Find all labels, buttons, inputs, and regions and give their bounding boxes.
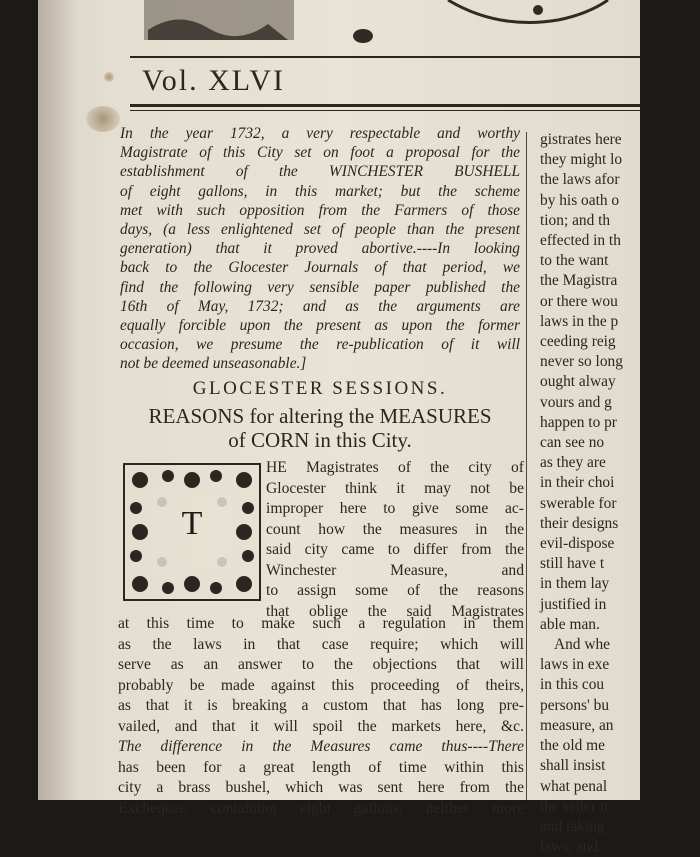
right-column-line: they might lo [540, 151, 623, 169]
right-column-line: to the want [540, 252, 609, 270]
article-line: city a brass bushel, which was sent here from the [118, 779, 524, 796]
note-line: not be deemed unseasonable.] [120, 355, 307, 373]
note-line: of eight gallons, in this market; but the scheme [120, 182, 520, 200]
right-column-line: what penal [540, 777, 608, 795]
note-line: establishment of the WINCHESTER BUSHELL [120, 163, 520, 181]
subheading-line-1: REASONS for altering the MEASURES [148, 404, 492, 428]
right-column-line: or there wou [540, 292, 618, 310]
article-subheading [120, 404, 520, 452]
article-line: serve as an answer to the objections that will [118, 656, 524, 673]
right-column-line: in this cou [540, 676, 605, 694]
article-heading: GLOCESTER SESSIONS. [192, 378, 448, 399]
masthead-engraving [138, 0, 628, 56]
note-line: back to the Glocester Journals of that period, we [120, 259, 520, 277]
note-line: equally forcible upon the present as upon the former [120, 317, 520, 335]
article-line: vailed, and that it will spoil the markets here, &c. [118, 717, 524, 735]
article-paragraph-wrapped [266, 458, 524, 622]
subheading-line-2: of CORN in this City. [228, 428, 412, 452]
right-column-line: justified in [540, 595, 607, 613]
page-edge-shadow [38, 0, 78, 800]
right-column-text [540, 130, 700, 857]
note-line: Magistrate of this City set on foot a proposal for the [120, 144, 520, 162]
article-line: Glocester think it may not be [266, 479, 524, 497]
right-column-line: the laws afor [540, 171, 620, 189]
right-column-line: never so long [540, 353, 623, 371]
right-column-line: able man. [540, 615, 600, 633]
right-column-line: measure, an [540, 716, 614, 734]
article-line: Winchester Measure, and [266, 561, 524, 579]
right-column-line: as they are [540, 454, 606, 472]
article-line: to assign some of the reasons [266, 582, 524, 599]
right-column-line: the seller n [540, 797, 608, 815]
note-line: generation) that it proved abortive.----In looking [120, 240, 520, 258]
volume-label: Vol. XLVI [142, 64, 286, 97]
article-line: count how the measures in the [266, 520, 524, 538]
right-column-line: can see no [540, 434, 605, 452]
right-column-line: by his oath o [540, 191, 620, 209]
right-column-line: effected in th [540, 232, 621, 250]
newspaper-page [38, 0, 640, 856]
note-line: 16th of May, 1732; and as the arguments are [120, 297, 520, 315]
ink-stain [86, 106, 120, 132]
right-column-line: the Magistra [540, 272, 618, 290]
right-column-line: happen to pr [540, 413, 617, 431]
right-column-line: vours and g [540, 393, 612, 411]
right-column-line: ought alway [540, 373, 616, 391]
note-line: occasion, we presume the re-publication of it will [120, 336, 520, 354]
article-line: improper here to give some ac- [266, 500, 524, 517]
article-line: that oblige the said Magistrates [266, 602, 524, 620]
masthead-rule [130, 56, 640, 58]
right-column-line: And whe [554, 636, 610, 654]
right-column-line: in them lay [540, 575, 610, 593]
article-line: has been for a great length of time within this [118, 758, 524, 776]
right-column-line: laws in the p [540, 312, 619, 330]
right-column-line: swerable for [540, 494, 617, 512]
article-line: Exchequer, containing eight gallons, neither more [118, 799, 524, 817]
right-column-line: tion; and th [540, 211, 611, 229]
right-column-line: gistrates here [540, 131, 622, 148]
note-line: In the year 1732, a very respectable and worthy [120, 125, 520, 142]
note-line: find the following very sensible paper published the [120, 278, 520, 296]
note-line: days, (a less enlightened set of people than the present [120, 221, 520, 239]
right-column-line: still have t [540, 555, 605, 573]
right-column-line: laws in exe [540, 656, 610, 674]
right-column-line: persons' bu [540, 696, 610, 714]
right-column-line: in their choi [540, 474, 615, 492]
article-line: The difference in the Measures came thus----There [118, 738, 524, 755]
article-line: as the laws in that case require; which will [118, 635, 524, 653]
right-column-line: evil-dispose [540, 535, 615, 553]
article-line: at this time to make such a regulation in them [118, 615, 524, 632]
right-column-line: the old me [540, 737, 605, 755]
right-column-line: laws, and [540, 838, 599, 856]
right-column-line: their designs [540, 514, 619, 532]
double-rule-bottom [130, 110, 640, 111]
article-line: probably be made against this proceeding of theirs, [118, 676, 524, 694]
double-rule-top [130, 104, 640, 107]
right-column-line: shall insist [540, 757, 606, 775]
ink-stain [104, 72, 114, 82]
right-column-line: and taking [540, 817, 605, 835]
article-line: as that it is breaking a custom that has long pre- [118, 697, 524, 714]
article-line: HE Magistrates of the city of [266, 459, 524, 476]
article-line: said city came to differ from the [266, 541, 524, 558]
editor-note [120, 124, 520, 374]
right-column-line: ceeding reig [540, 333, 616, 351]
drop-cap-letter: T [181, 505, 203, 542]
note-line: met with such opposition from the Farmers of those [120, 201, 520, 219]
column-divider [526, 132, 527, 800]
article-paragraph [118, 614, 524, 819]
